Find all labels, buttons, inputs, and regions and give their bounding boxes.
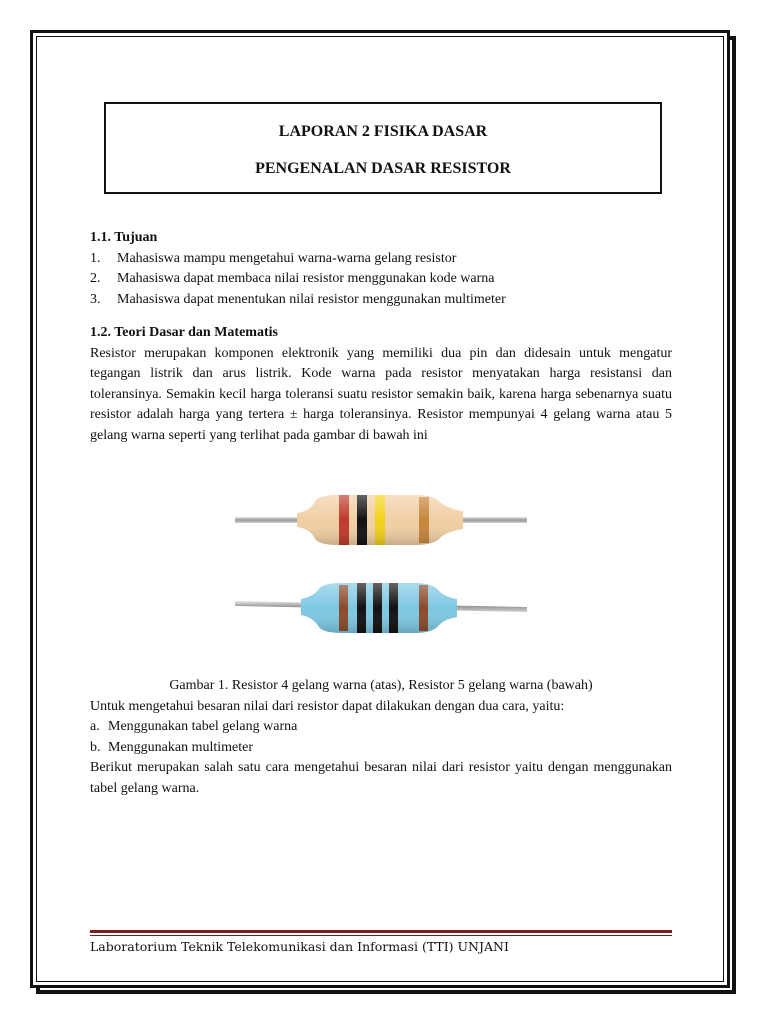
methods-intro: Untuk mengetahui besaran nilai dari resistor dapat dilakukan dengan dua cara, yaitu: — [90, 698, 565, 714]
list-number: 2. — [90, 271, 101, 286]
section-heading-tujuan: 1.1. Tujuan — [90, 230, 158, 245]
document-content — [90, 228, 672, 799]
list-text: Mahasiswa dapat menentukan nilai resistor menggunakan multimeter — [117, 291, 506, 307]
list-item — [90, 717, 672, 738]
footer-rule — [90, 930, 672, 933]
report-subtitle: PENGENALAN DASAR RESISTOR — [255, 160, 511, 177]
theory-paragraph: Resistor merupakan komponen elektronik yang memiliki dua pin dan didesain untuk mengatur tegangan listrik dan arus listrik. Kode warna pada resistor menyatakan harga resistansi dan toleransinya. Semakin kecil harga toleransi suatu resistor semakin baik, karena harga sebenarnya suatu resistor adalah harga yang tertera ± harga toleransinya. Resistor mempunyai 4 gelang warna atau 5 gelang warna seperti yang terlihat pada gambar di bawah ini — [90, 345, 672, 443]
closing-paragraph: Berikut merupakan salah satu cara mengetahui besaran nilai dari resistor yaitu dengan menggunakan tabel gelang warna. — [90, 760, 672, 796]
resistor-image — [235, 479, 527, 644]
section-heading-teori: 1.2. Teori Dasar dan Matematis — [90, 325, 278, 340]
list-letter: a. — [90, 719, 100, 734]
list-item — [90, 249, 672, 270]
list-item — [90, 738, 672, 759]
list-item — [90, 269, 672, 290]
resistor-5-band — [235, 583, 527, 633]
list-text: Menggunakan multimeter — [108, 739, 254, 755]
list-item — [90, 290, 672, 311]
report-title: LAPORAN 2 FISIKA DASAR — [278, 123, 488, 140]
resistor-figure — [90, 479, 672, 669]
list-text: Mahasiswa mampu mengetahui warna-warna gelang resistor — [117, 250, 457, 266]
list-text: Menggunakan tabel gelang warna — [108, 719, 298, 734]
body-shading — [301, 583, 457, 633]
methods-list — [90, 717, 672, 758]
resistor-4-band — [235, 495, 527, 545]
goals-list — [90, 249, 672, 311]
footer-rule-thin — [90, 935, 672, 936]
list-number: 3. — [90, 291, 101, 307]
title-box — [104, 102, 662, 194]
footer-text: Laboratorium Teknik Telekomunikasi dan Informasi (TTI) UNJANI — [90, 939, 509, 954]
list-number: 1. — [90, 250, 101, 266]
list-text: Mahasiswa dapat membaca nilai resistor menggunakan kode warna — [117, 271, 495, 286]
body-shading — [297, 495, 463, 545]
figure-caption: Gambar 1. Resistor 4 gelang warna (atas), Resistor 5 gelang warna (bawah) — [169, 678, 593, 693]
list-letter: b. — [90, 739, 101, 755]
